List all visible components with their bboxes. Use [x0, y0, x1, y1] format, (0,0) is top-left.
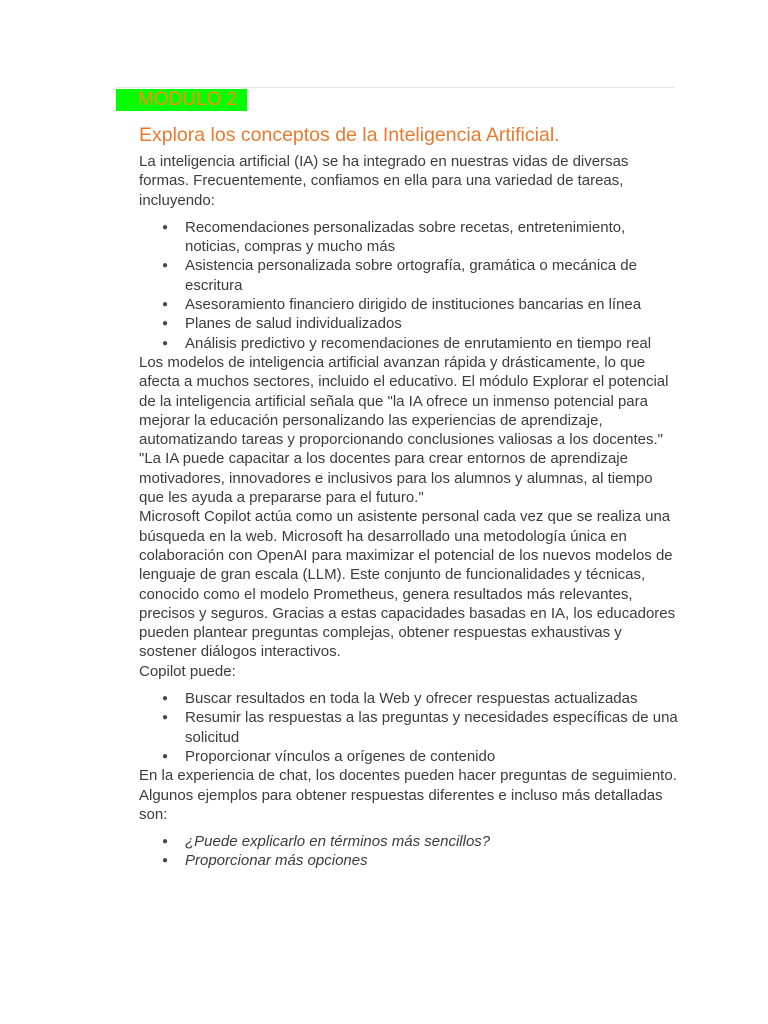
list-item: ● Asistencia personalizada sobre ortografía, gramática o mecánica de escritura [185, 256, 679, 295]
list-item: ● Análisis predictivo y recomendaciones de enrutamiento en tiempo real [185, 334, 679, 353]
list-item: ● Buscar resultados en toda la Web y ofrecer respuestas actualizadas [185, 689, 679, 708]
document-body [139, 122, 679, 871]
list-item: ● Proporcionar más opciones [185, 851, 679, 870]
copilot-paragraph: Microsoft Copilot actúa como un asistente personal cada vez que se realiza una búsqueda en la web. Microsoft ha desarrollado una metodología única en colaboración con OpenAI para maximizar el potencial de los nuevos modelos de lenguaje de gran escala (LLM). Este conjunto de funcionalidades y técnicas, conocido como el modelo Prometheus, genera resultados más relevantes, precisos y seguros. Gracias a estas capacidades basadas en IA, los educadores pueden plantear preguntas complejas, obtener respuestas exhaustivas y sostener diálogos interactivos. [139, 508, 676, 661]
example-prompts-list [139, 832, 679, 871]
module-badge: MÓDULO 2 [116, 89, 247, 111]
chat-paragraph: En la experiencia de chat, los docentes pueden hacer preguntas de seguimiento. Algunos ejemplos para obtener respuestas diferentes e incluso más detalladas son: [139, 767, 677, 823]
list-item: ● ¿Puede explicarlo en términos más sencillos? [185, 832, 679, 851]
ai-models-paragraph: Los modelos de inteligencia artificial avanzan rápida y drásticamente, lo que afecta a muchos sectores, incluido el educativo. El módulo Explorar el potencial de la inteligencia artificial señala que "la IA ofrece un inmenso potencial para mejorar la educación personalizando las experiencias de aprendizaje, automatizando tareas y proporcionando conclusiones valiosas a los docentes." [139, 353, 669, 449]
list-item: ● Planes de salud individualizados [185, 314, 679, 333]
list-item: ● Proporcionar vínculos a orígenes de contenido [185, 747, 679, 766]
copilot-can-label: Copilot puede: [139, 662, 236, 680]
ai-uses-list [139, 218, 679, 353]
top-divider [116, 87, 674, 88]
quote-paragraph: "La IA puede capacitar a los docentes para crear entornos de aprendizaje motivadores, innovadores e inclusivos para los alumnos y alumnas, al tiempo que les ayuda a prepararse para el futuro." [139, 450, 653, 507]
copilot-capabilities-list [139, 689, 679, 766]
list-item: ● Recomendaciones personalizadas sobre recetas, entretenimiento, noticias, compras y mucho más [185, 218, 679, 257]
list-item: ● Asesoramiento financiero dirigido de instituciones bancarias en línea [185, 295, 679, 314]
list-item: ● Resumir las respuestas a las preguntas y necesidades específicas de una solicitud [185, 708, 679, 747]
page-title: Explora los conceptos de la Inteligencia Artificial. [139, 124, 560, 146]
intro-paragraph: La inteligencia artificial (IA) se ha integrado en nuestras vidas de diversas formas. Frecuentemente, confiamos en ella para una variedad de tareas, incluyendo: [139, 153, 629, 209]
